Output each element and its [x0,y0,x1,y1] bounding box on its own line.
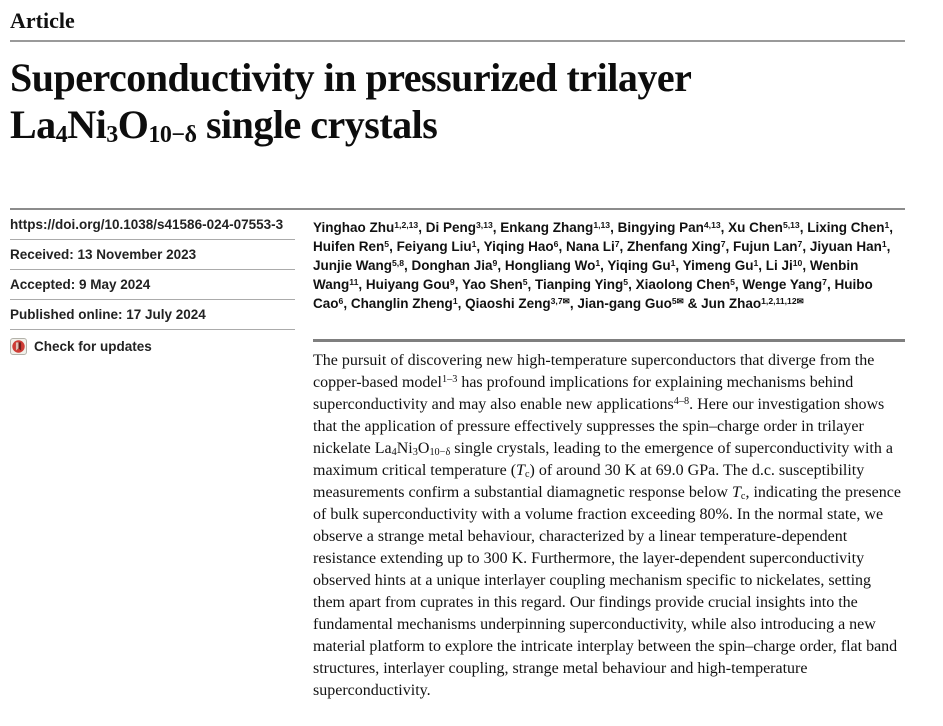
doi-link[interactable]: https://doi.org/10.1038/s41586-024-07553-3 [10,210,295,240]
published-date: Published online: 17 July 2024 [10,300,295,330]
header-divider [10,40,905,42]
article-type-label: Article [10,8,75,33]
abstract-text: The pursuit of discovering new high-temperature superconductors that diverge from the copper-based model$^{1-3}$ has profound implications for explaining mechanisms behind superconductivity and may also enable new applications$^{4-8}$. Here our investigation shows that the application of pressure effectively suppresses the spin–charge order in trilayer nickelate $La_4Ni_3O_{10-\delta}$ single crystals, leading to the emergence of superconductivity with a maximum critical temperature $(T_c)$ of around 30 K at 69.0 GPa. The d.c. susceptibility measurements confirm a substantial diamagnetic response below $T_c$, indicating the presence of bulk superconductivity with a volume fraction exceeding 80%. In the normal state, we observe a strange metal behaviour, characterized by a linear temperature-dependent resistance extending up to 300 K. Furthermore, the layer-dependent superconductivity observed hints at a unique interlayer coupling mechanism specific to nickelates, setting them apart from cuprates in this regard. Our findings provide crucial insights into the fundamental mechanisms underpinning superconductivity, while also introducing a new material platform to explore the intricate interplay between the spin–charge order, flat band structures, interlayer coupling, strange metal behaviour and high-temperature superconductivity. [313,352,901,699]
metadata-sidebar [10,210,295,702]
check-for-updates-button[interactable] [10,330,295,361]
check-for-updates-label: Check for updates [34,339,152,354]
page-title: Superconductivity in pressurized trilayer $La_4Ni_3O_{10-\delta}$ single crystals [10,55,692,149]
accepted-date: Accepted: 9 May 2024 [10,270,295,300]
main-column [313,210,905,702]
abstract-divider [313,339,905,342]
article-body [10,208,905,702]
crossmark-icon [10,338,27,355]
author-list: Yinghao Zhu$^{1,2,13}$, Di Peng$^{3,13}$, Enkang Zhang$^{1,13}$, Bingying Pan$^{4,13}$, Xu Chen$^{5,13}$, Lixing Chen$^1$, Huifen Ren$^5$, Feiyang Liu$^1$, Yiqing Hao$^6$, Nana Li$^7$, Zhenfang Xing$^7$, Fujun Lan$^7$, Jiyuan Han$^1$, Junjie Wang$^{5,8}$, Donghan Jia$^9$, Hongliang Wo$^1$, Yiqing Gu$^1$, Yimeng Gu$^1$, Li Ji$^{10}$, Wenbin Wang$^{11}$, Huiyang Gou$^9$, Yao Shen$^5$, Tianping Ying$^5$, Xiaolong Chen$^5$, Wenge Yang$^7$, Huibo Cao$^6$, Changlin Zheng$^1$, Qiaoshi Zeng$^{3,7✉}$, Jian-gang Guo$^{5✉}$ & Jun Zhao$^{1,2,11,12✉}$ [313,220,894,311]
received-date: Received: 13 November 2023 [10,240,295,270]
